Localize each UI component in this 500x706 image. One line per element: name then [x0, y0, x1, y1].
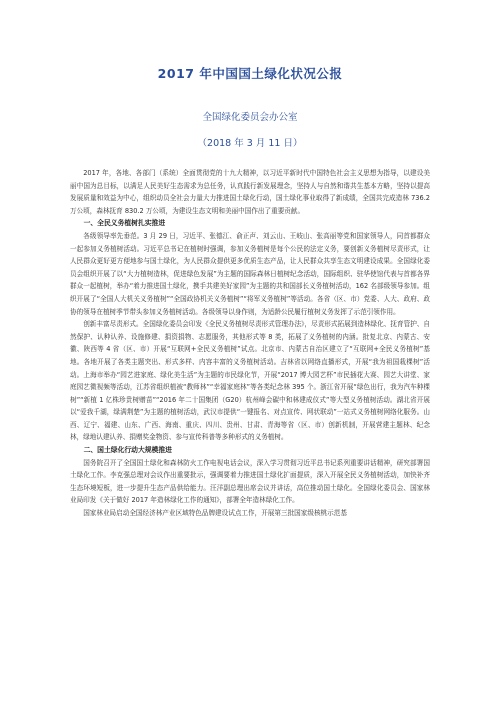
- section-heading-2: 二、国土绿化行动大规模推进: [83, 446, 172, 455]
- section-heading-1: 一、全民义务植树扎实推进: [83, 219, 166, 228]
- document-issuer: 全国绿化委员会办公室: [202, 112, 298, 123]
- section1-paragraph: 创新丰富尽责形式。全国绿化委员会印发《全民义务植树尽责形式管理办法》，尽责形式拓展到造林绿化、抚育管护、自然保护、认种认养、设施修建、捐资捐物、志愿服务，其他形式等 8 类，拓展了义务植树的内涵。批复北京、内蒙古、安徽、陕西等 4 省（区、市）开展“互联网+全民义务植树”试点。北京市、内蒙古自治区建立了“互联网+全民义务植树”基地。各地开展了各类主题突出、形式多样、内容丰富的义务植树活动。吉林省以网络直播形式，开展“我为祖国栽棵树”活动。上海市举办“园艺进家庭、绿化美生活”为主题的市民绿化节，开展“2017 博大园艺杯”市民插花大赛、园艺大讲堂、家庭园艺微视频等活动，江苏省组织植被“教师林”“幸福家庭林”等各类纪念林 395 个。浙江省开展“绿色出行，我为汽车种棵树”“新植 1 亿株珍贵树赠苗”“2016 年二十国集团（G20）杭州峰会碳中和林建成仪式”等大型义务植树活动。湖北省开展以“爱我千湖，绿满荆楚”为主题的植树活动，武汉市提供“一键报名、对点宣传、网状联动”一站式义务植树网络化服务。山西、辽宁、福建、山东、广西、海南、重庆、四川、贵州、甘肃、青海等省（区、市）创新机制，开展营建主题林、纪念林，绿地认建认养、捐赠奖金物资、参与宣传科普等多种形式的义务植树。: [70, 320, 430, 442]
- document-title: 2017 年中国国土绿化状况公报: [157, 66, 343, 81]
- intro-paragraph: 2017 年，各地、各部门（系统）全面贯彻党的十九大精神，以习近平新时代中国特色社会主义思想为指导，以建设美丽中国为总目标，以满足人民美好生态需求为总任务，认真践行新发展理念，坚持人与自然和谐共生基本方略，坚持以提高发展质量和效益为中心，组织动员全社会力量大力推进国土绿化行动，国土绿化事业取得了新成绩，全国共完成造林 736.2 万公顷，森林抚育 830.2 万公顷，为建设生态文明和美丽中国作出了重要贡献。: [70, 169, 430, 215]
- section1-paragraph: 各级领导率先垂范。3 月 29 日，习近平、张德江、俞正声、刘云山、王岐山、张高丽等党和国家领导人，同首都群众一起参加义务植树活动。习近平总书记在植树时强调，参加义务植树是每个公民的法定义务，要创新义务植树尽责形式，让人民群众更好更方便地参与国土绿化，为人民群众提供更多优质生态产品，让人民群众共享生态文明建设成果。全国绿化委员会组织开展了以“大力植树造林，促进绿色发展”为主题的国际森林日植树纪念活动，国际组织、驻华使馆代表与首都各界群众一起植树，举办“着力推进国土绿化，携手共建美好家园”为主题的共和国部长义务植树活动，162 名部级领导参加。组织开展了“全国人大机关义务植树”“全国政协机关义务植树”“将军义务植树”等活动。各省（区、市）党委、人大、政府、政协的领导在植树季节带头参加义务植树活动。各级领导以身作则，为适龄公民履行植树义务发挥了示范引领作用。: [70, 231, 430, 316]
- document-body: [70, 167, 430, 520]
- section2-paragraph: 国务院召开了全国国土绿化和森林防火工作电视电话会议，深入学习贯彻习近平总书记系列重要讲话精神，研究部署国土绿化工作。李克强总理对会议作出重要批示，强调要着力推进国土绿化扩面提质，深入开展全民义务植树活动，加快补齐生态环境短板，进一步提升生态产品供给能力。汪洋副总理出席会议并讲话，高位推动国土绿化。全国绿化委员会、国家林业局印发《关于做好 2017 年造林绿化工作的通知》，部署全年造林绿化工作。: [70, 458, 430, 505]
- section2-paragraph: 国家林业局启动全国经济林产业区域特色品牌建设试点工作，开展第三批国家级核桃示范基: [83, 509, 347, 518]
- document-date: （2018 年 3 月 11 日）: [197, 138, 303, 149]
